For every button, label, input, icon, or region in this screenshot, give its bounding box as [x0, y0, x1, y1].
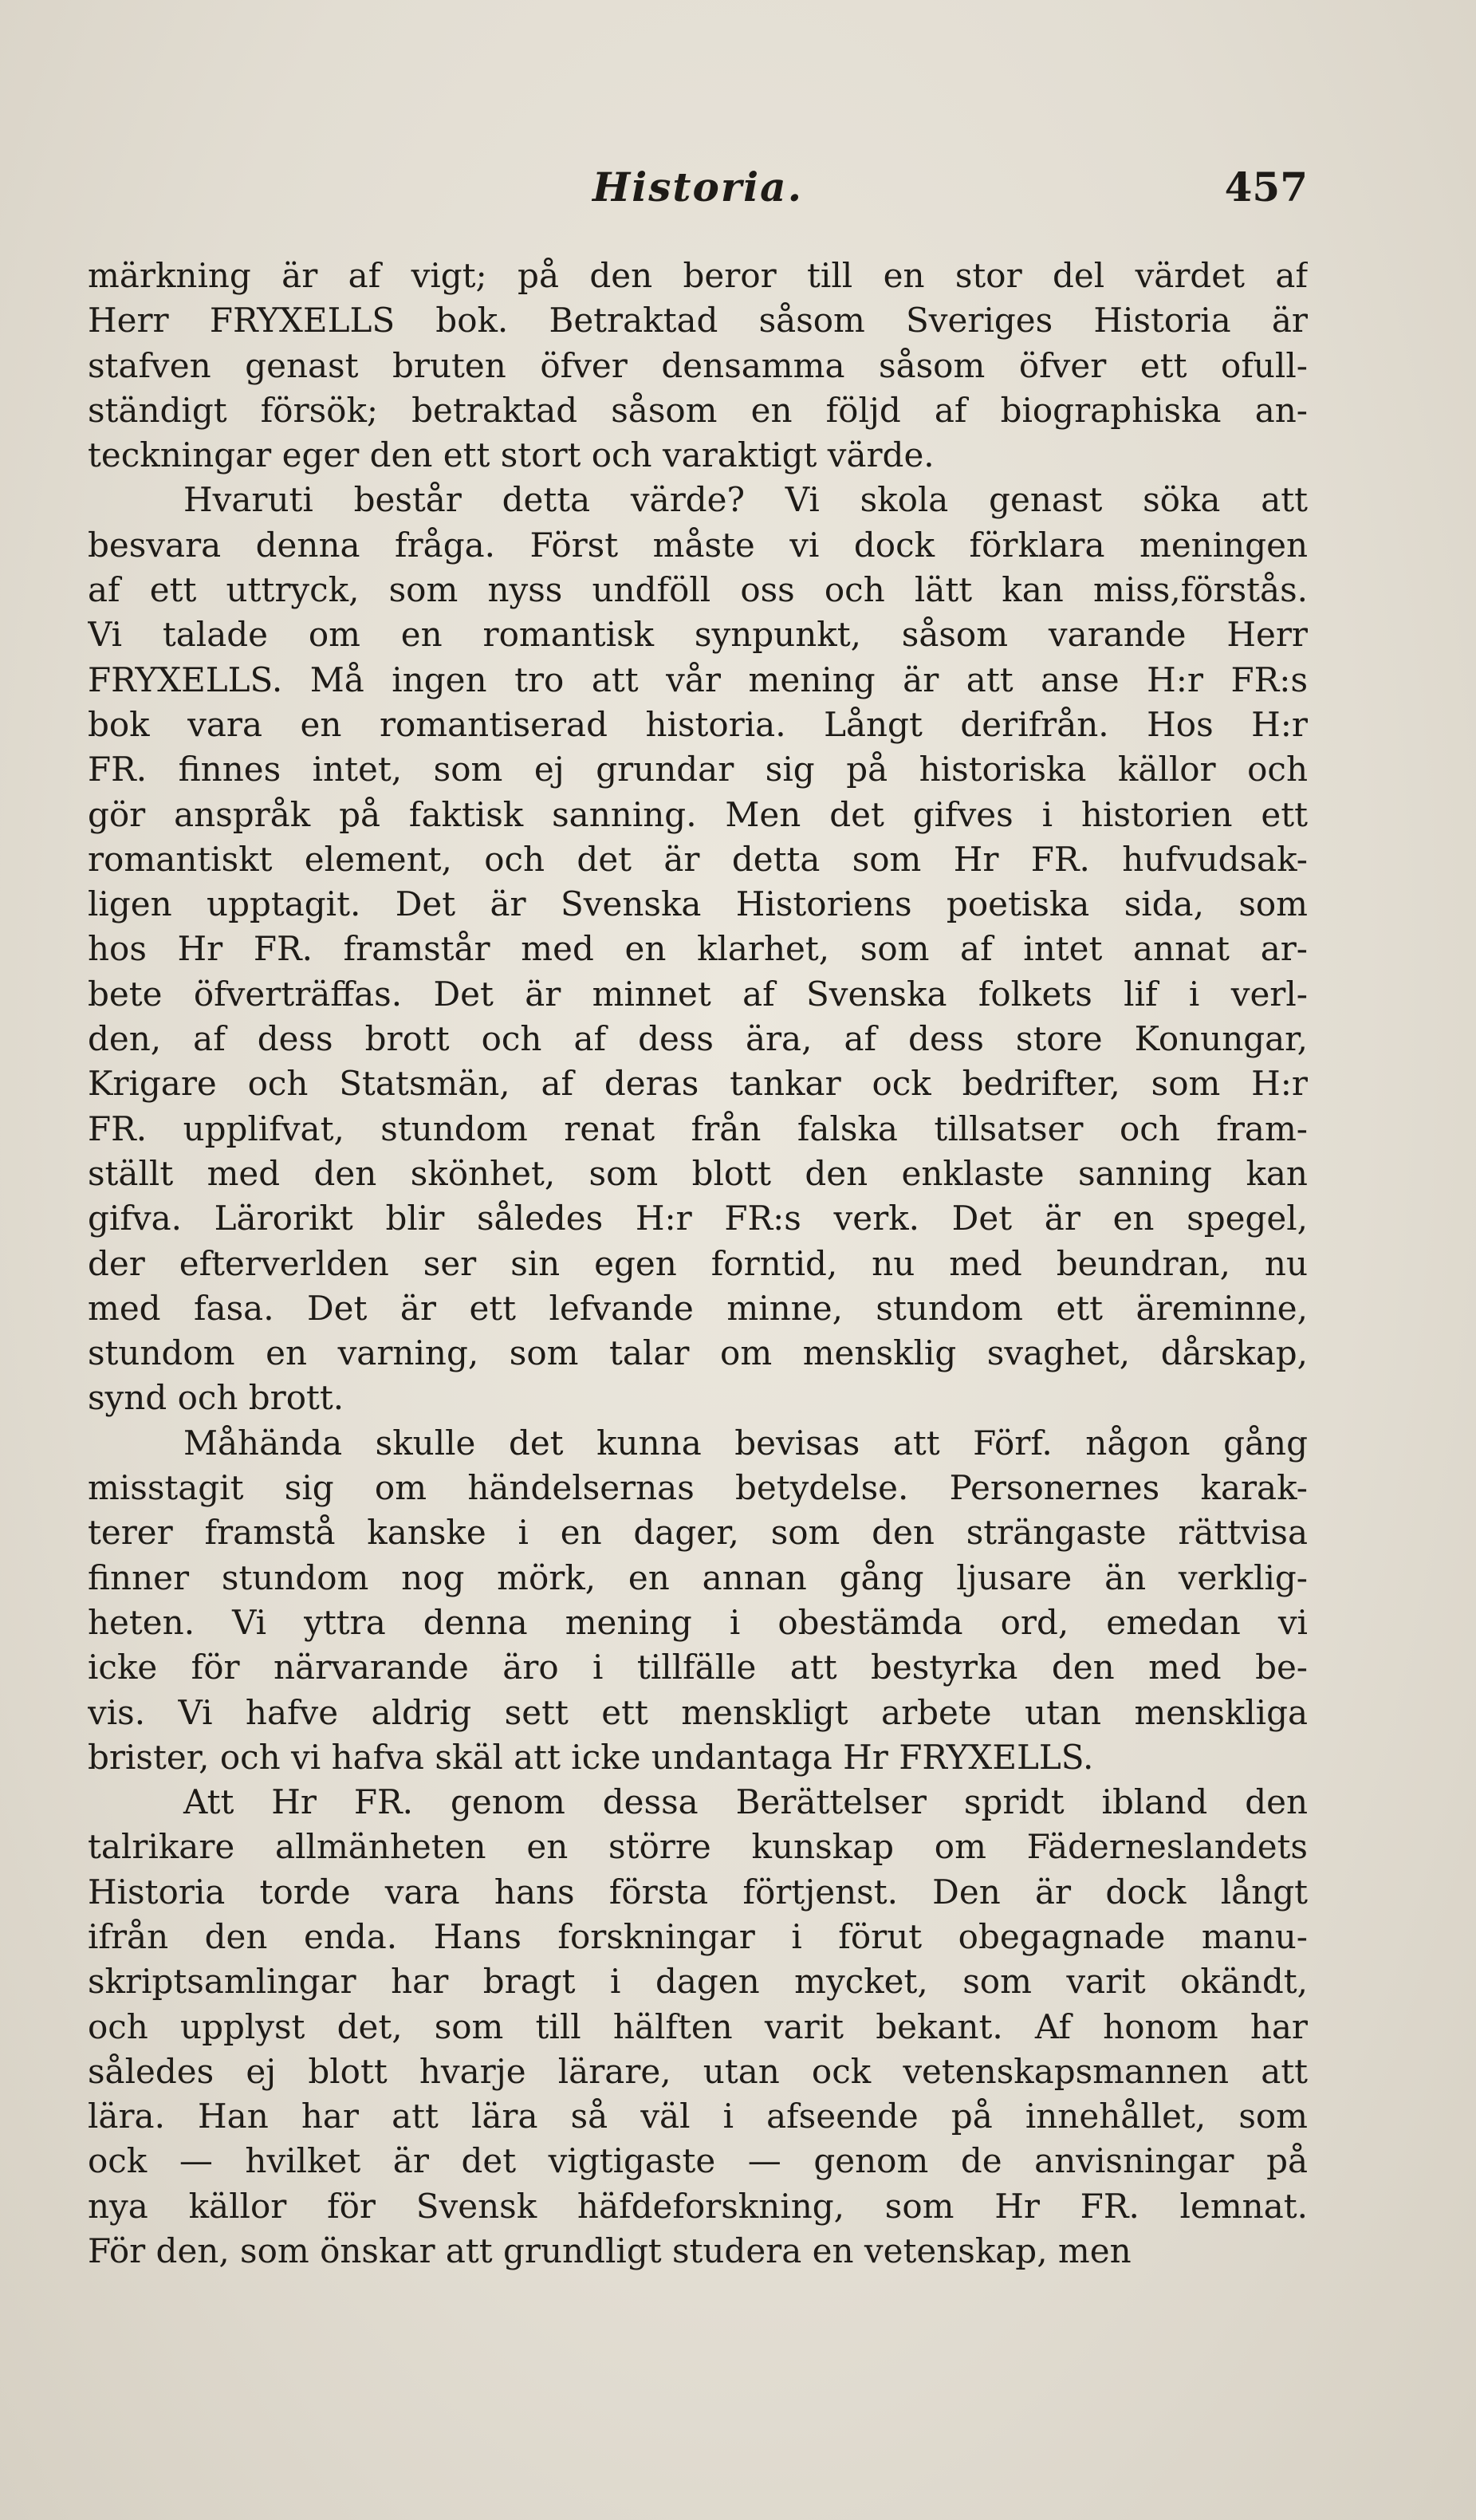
page-number: 457	[1224, 163, 1308, 211]
text-line: brister, och vi hafva skäl att icke undantaga Hr FRYXELLS.	[88, 1737, 1094, 1777]
paragraph	[88, 254, 1308, 478]
text-line: heten. Vi yttra denna mening i obestämda ord, emedan vi	[88, 1602, 1308, 1642]
text-line: således ej blott hvarje lärare, utan ock vetenskapsmannen att	[88, 2051, 1308, 2091]
text-line: Att Hr FR. genom dessa Berättelser spridt ibland den	[183, 1782, 1308, 1822]
text-line: romantiskt element, och det är detta som Hr FR. hufvudsak-	[88, 839, 1308, 879]
running-title: Historia.	[592, 163, 803, 211]
text-line: den, af dess brott och af dess ära, af dess store Konungar,	[88, 1019, 1308, 1059]
text-line: vis. Vi hafve aldrig sett ett menskligt arbete utan menskliga	[88, 1692, 1308, 1732]
text-line: af ett uttryck, som nyss undföll oss och lätt kan miss,förstås.	[88, 570, 1308, 610]
text-line: ställt med den skönhet, som blott den enklaste sanning kan	[88, 1153, 1308, 1193]
text-line: stafven genast bruten öfver densamma såsom öfver ett ofull-	[88, 345, 1308, 385]
text-line: Vi talade om en romantisk synpunkt, såsom varande Herr	[88, 615, 1308, 655]
text-line: ständigt försök; betraktad såsom en följd af biographiska an-	[88, 390, 1308, 430]
text-line: nya källor för Svensk häfdeforskning, som Hr FR. lemnat.	[88, 2186, 1308, 2226]
text-line: ligen upptagit. Det är Svenska Historiens poetiska sida, som	[88, 884, 1308, 924]
text-line: Hvaruti består detta värde? Vi skola genast söka att	[183, 480, 1308, 520]
text-line: gifva. Lärorikt blir således H:r FR:s verk. Det är en spegel,	[88, 1199, 1308, 1238]
text-line: finner stundom nog mörk, en annan gång ljusare än verklig-	[88, 1557, 1308, 1597]
text-line: FR. finnes intet, som ej grundar sig på historiska källor och	[88, 750, 1308, 789]
text-line: För den, som önskar att grundligt studera en vetenskap, men	[88, 2231, 1132, 2271]
text-line: besvara denna fråga. Först måste vi dock förklara meningen	[88, 525, 1308, 565]
text-line: FRYXELLS. Må ingen tro att vår mening är att anse H:r FR:s	[88, 660, 1308, 699]
text-line: hos Hr FR. framstår med en klarhet, som af intet annat ar-	[88, 929, 1308, 969]
text-line: terer framstå kanske i en dager, som den strängaste rättvisa	[88, 1513, 1308, 1553]
text-line: Krigare och Statsmän, af deras tankar ock bedrifter, som H:r	[88, 1064, 1308, 1104]
text-line: bok vara en romantiserad historia. Långt derifrån. Hos H:r	[88, 704, 1308, 744]
text-line: bete öfverträffas. Det är minnet af Svenska folkets lif i verl-	[88, 974, 1308, 1014]
text-line: gör anspråk på faktisk sanning. Men det gifves i historien ett	[88, 794, 1308, 834]
text-line: teckningar eger den ett stort och varaktigt värde.	[88, 435, 935, 475]
paragraph	[88, 1780, 1308, 2274]
text-line: icke för närvarande äro i tillfälle att bestyrka den med be-	[88, 1648, 1308, 1687]
text-line: lära. Han har att lära så väl i afseende på innehållet, som	[88, 2097, 1308, 2136]
text-line: märkning är af vigt; på den beror till en stor del värdet af	[88, 256, 1308, 295]
text-line: och upplyst det, som till hälften varit bekant. Af honom har	[88, 2006, 1308, 2046]
text-line: Herr FRYXELLS bok. Betraktad såsom Sveriges Historia är	[88, 301, 1308, 341]
text-line: der efterverlden ser sin egen forntid, nu med beundran, nu	[88, 1243, 1308, 1283]
text-line: med fasa. Det är ett lefvande minne, stundom ett äreminne,	[88, 1288, 1308, 1328]
text-line: ifrån den enda. Hans forskningar i förut obegagnade manu-	[88, 1916, 1308, 1956]
text-line: Historia torde vara hans första förtjenst. Den är dock långt	[88, 1872, 1308, 1912]
text-line: FR. upplifvat, stundom renat från falska tillsatser och fram-	[88, 1108, 1308, 1148]
text-line: ock — hvilket är det vigtigaste — genom de anvisningar på	[88, 2141, 1308, 2181]
text-line: misstagit sig om händelsernas betydelse. Personernes karak-	[88, 1468, 1308, 1508]
text-line: skriptsamlingar har bragt i dagen mycket, som varit okändt,	[88, 1962, 1308, 2002]
text-line: talrikare allmänheten en större kunskap om Fäderneslandets	[88, 1827, 1308, 1867]
page-header	[88, 163, 1308, 219]
paragraph	[88, 478, 1308, 1420]
text-line: synd och brott.	[88, 1378, 344, 1418]
paragraph	[88, 1421, 1308, 1780]
body-text	[88, 254, 1308, 2274]
text-line: stundom en varning, som talar om mensklig svaghet, dårskap,	[88, 1333, 1308, 1373]
text-line: Måhända skulle det kunna bevisas att Förf. någon gång	[183, 1423, 1308, 1463]
